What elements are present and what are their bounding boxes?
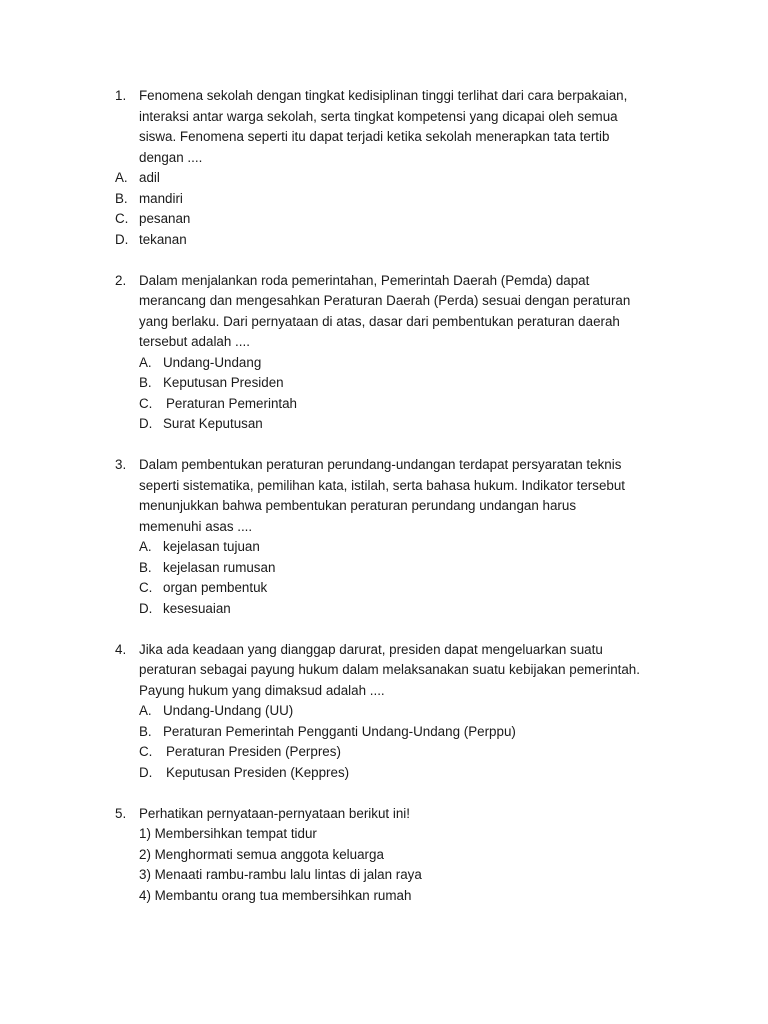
question-line: yang berlaku. Dari pernyataan di atas, dasar dari pembentukan peraturan daerah: [139, 313, 620, 329]
option-d: [115, 414, 675, 435]
option-text: organ pembentuk: [163, 580, 268, 595]
option-d: [115, 230, 675, 251]
question-line: Jika ada keadaan yang dianggap darurat, presiden dapat mengeluarkan suatu: [139, 641, 603, 657]
question-line: Dalam pembentukan peraturan perundang-undangan terdapat persyaratan teknis: [139, 457, 622, 472]
statement-item: 3) Menaati rambu-rambu lalu lintas di jalan raya: [139, 867, 422, 882]
option-text: Undang-Undang: [163, 354, 262, 370]
option-letter: C.: [115, 211, 129, 226]
option-d: [115, 763, 675, 784]
spacer: [115, 250, 675, 271]
option-c: [115, 394, 675, 415]
option-letter: B.: [115, 190, 128, 206]
question-line: siswa. Fenomena seperti itu dapat terjadi ketika sekolah menerapkan tata tertib: [139, 129, 610, 144]
question-line: Fenomena sekolah dengan tingkat kedisiplinan tinggi terlihat dari cara berpakaian,: [139, 88, 628, 103]
option-a: [115, 353, 675, 374]
question-line: dengan ....: [139, 149, 203, 165]
question-line: seperti sistematika, pemilihan kata, istilah, serta bahasa hukum. Indikator tersebut: [139, 477, 626, 493]
question-text: [115, 455, 675, 537]
option-b: [115, 722, 675, 743]
question-line: menunjukkan bahwa pembentukan peraturan perundang undangan harus: [139, 498, 577, 513]
option-letter: A.: [139, 354, 152, 370]
option-c: [115, 209, 675, 230]
question-text: [115, 804, 675, 907]
option-text: Peraturan Presiden (Perpres): [166, 744, 341, 759]
option-text: adil: [139, 170, 160, 185]
question-line: merancang dan mengesahkan Peraturan Daerah (Perda) sesuai dengan peraturan: [139, 293, 631, 308]
option-text: pesanan: [139, 211, 191, 226]
spacer: [115, 783, 675, 804]
question-2: [115, 271, 675, 353]
question-4: [115, 640, 675, 702]
option-text: Undang-Undang (UU): [163, 703, 294, 718]
question-text: [115, 86, 675, 168]
question-line: interaksi antar warga sekolah, serta tingkat kompetensi yang dicapai oleh semua: [139, 108, 618, 124]
question-3: [115, 455, 675, 537]
option-letter: A.: [139, 703, 152, 718]
option-c: [115, 742, 675, 763]
option-letter: B.: [139, 723, 152, 739]
option-a: [115, 537, 675, 558]
option-letter: B.: [139, 559, 152, 575]
option-text: Keputusan Presiden (Keppres): [166, 764, 350, 780]
statement-item: 1) Membersihkan tempat tidur: [139, 826, 317, 841]
option-letter: C.: [139, 395, 153, 411]
question-list: [115, 86, 675, 906]
option-letter: A.: [139, 539, 152, 554]
question-line: peraturan sebagai payung hukum dalam melaksanakan suatu kebijakan pemerintah.: [139, 662, 640, 677]
spacer: [115, 619, 675, 640]
question-number: 1.: [115, 88, 127, 103]
option-letter: D.: [115, 231, 129, 247]
option-letter: B.: [139, 375, 152, 390]
option-letter: C.: [139, 580, 153, 595]
option-text: Peraturan Pemerintah Pengganti Undang-Undang (Perppu): [163, 723, 516, 739]
option-text: Peraturan Pemerintah: [166, 395, 298, 411]
option-c: [115, 578, 675, 599]
option-text: mandiri: [139, 190, 183, 206]
question-line: Dalam menjalankan roda pemerintahan, Pemerintah Daerah (Pemda) dapat: [139, 272, 590, 288]
question-5: [115, 804, 675, 907]
question-1: [115, 86, 675, 168]
spacer: [115, 435, 675, 456]
option-letter: D.: [139, 764, 153, 780]
option-letter: C.: [139, 744, 153, 759]
option-d: [115, 599, 675, 620]
option-b: [115, 558, 675, 579]
question-number: 3.: [115, 457, 127, 472]
question-line: tersebut adalah ....: [139, 334, 250, 349]
question-number: 4.: [115, 641, 127, 657]
question-line: Payung hukum yang dimaksud adalah ....: [139, 682, 385, 698]
statement-item: 2) Menghormati semua anggota keluarga: [139, 846, 384, 862]
option-letter: A.: [115, 170, 128, 185]
option-text: kejelasan rumusan: [163, 559, 276, 575]
question-number: 2.: [115, 272, 127, 288]
option-letter: D.: [139, 600, 153, 616]
option-text: Keputusan Presiden: [163, 375, 284, 390]
option-text: kejelasan tujuan: [163, 539, 260, 554]
option-letter: D.: [139, 416, 153, 431]
option-text: tekanan: [139, 231, 187, 247]
option-a: [115, 168, 675, 189]
question-text: [115, 640, 675, 702]
question-line: memenuhi asas ....: [139, 518, 253, 534]
question-line: Perhatikan pernyataan-pernyataan berikut ini!: [139, 805, 410, 821]
option-a: [115, 701, 675, 722]
option-b: [115, 373, 675, 394]
option-text: Surat Keputusan: [163, 416, 263, 431]
option-text: kesesuaian: [163, 600, 231, 616]
question-number: 5.: [115, 805, 127, 821]
option-b: [115, 189, 675, 210]
statement-item: 4) Membantu orang tua membersihkan rumah: [139, 887, 412, 903]
question-text: [115, 271, 675, 353]
